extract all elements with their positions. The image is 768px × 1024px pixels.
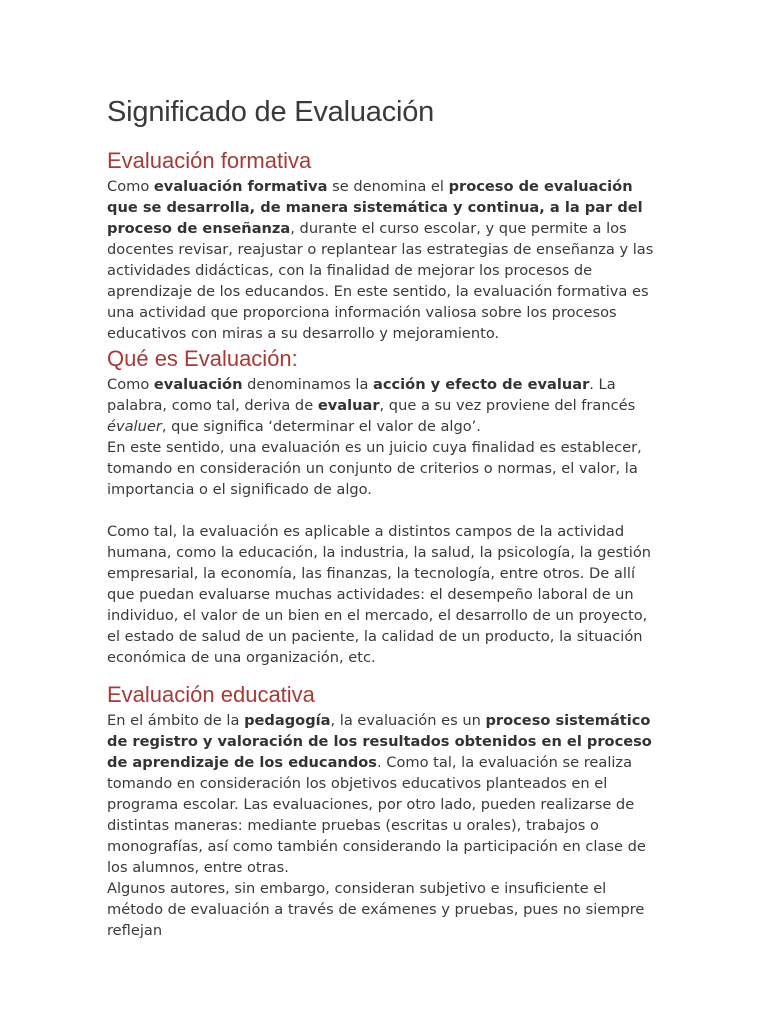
page-title: Significado de Evaluación [107, 96, 435, 128]
bold-text: acción y efecto de evaluar [373, 376, 590, 393]
text-run: , que significa ‘determinar el valor de algo’. [161, 418, 481, 435]
text-run: , durante el curso escolar, y que permite a los docentes revisar, reajustar o replantear las estrategias de enseñanza y las actividades didácticas, con la finalidad de mejorar los procesos de aprendizaje de los educandos. En este sentido, la evaluación formativa es una actividad que proporciona información valiosa sobre los procesos educativos con miras a su desarrollo y mejoramiento. [107, 220, 654, 342]
bold-text: evaluación formativa [153, 178, 328, 195]
text-run: . Como tal, la evaluación se realiza tomando en consideración los objetivos educativos planteados en el programa escolar. Las evaluaciones, por otro lado, pueden realizarse de distintas maneras: mediante pruebas (escritas u orales), trabajos o monografías, así como también considerando la participación en clase de los alumnos, entre otras. [107, 754, 646, 876]
text-run: se denomina el [327, 178, 449, 195]
paragraph-spacer [107, 500, 663, 521]
bold-text: proceso de evaluación que se desarrolla, de manera sistemática y continua, a la par del proceso de enseñanza [107, 178, 643, 237]
bold-text: evaluación [153, 376, 243, 393]
text-run: , que a su vez proviene del francés [379, 397, 636, 414]
body-paragraph [107, 878, 663, 941]
bold-text: pedagogía [244, 712, 331, 729]
section-heading: Qué es Evaluación: [107, 346, 298, 371]
text-run: . La palabra, como tal, deriva de [107, 376, 616, 414]
paragraph-spacer [107, 668, 663, 680]
body-paragraph [107, 521, 663, 668]
text-run: , la evaluación es un [330, 712, 486, 729]
bold-text: proceso sistemático de registro y valoración de los resultados obtenidos en el proceso de aprendizaje de los educandos [107, 712, 652, 771]
section-heading: Evaluación formativa [107, 148, 312, 173]
document-body [107, 146, 663, 941]
text-run: Como [107, 376, 154, 393]
text-run: denominamos la [242, 376, 374, 393]
bold-text: evaluar [317, 397, 380, 414]
text-run: Como [107, 178, 154, 195]
body-paragraph [107, 374, 663, 437]
document-page [107, 92, 663, 941]
text-run: En el ámbito de la [107, 712, 245, 729]
text-run: Algunos autores, sin embargo, consideran subjetivo e insuficiente el método de evaluación a través de exámenes y pruebas, pues no siempre reflejan [107, 880, 645, 939]
body-paragraph [107, 437, 663, 500]
italic-text: évaluer [107, 418, 162, 435]
text-run: En este sentido, una evaluación es un juicio cuya finalidad es establecer, tomando en consideración un conjunto de criterios o normas, el valor, la importancia o el significado de algo. [107, 439, 642, 498]
text-run: Como tal, la evaluación es aplicable a distintos campos de la actividad humana, como la educación, la industria, la salud, la psicología, la gestión empresarial, la economía, las finanzas, la tecnología, entre otros. De allí que puedan evaluarse muchas actividades: el desempeño laboral de un individuo, el valor de un bien en el mercado, el desarrollo de un proyecto, el estado de salud de un paciente, la calidad de un producto, la situación económica de una organización, etc. [107, 523, 652, 666]
body-paragraph [107, 710, 663, 878]
section-heading: Evaluación educativa [107, 682, 315, 707]
body-paragraph [107, 176, 663, 344]
